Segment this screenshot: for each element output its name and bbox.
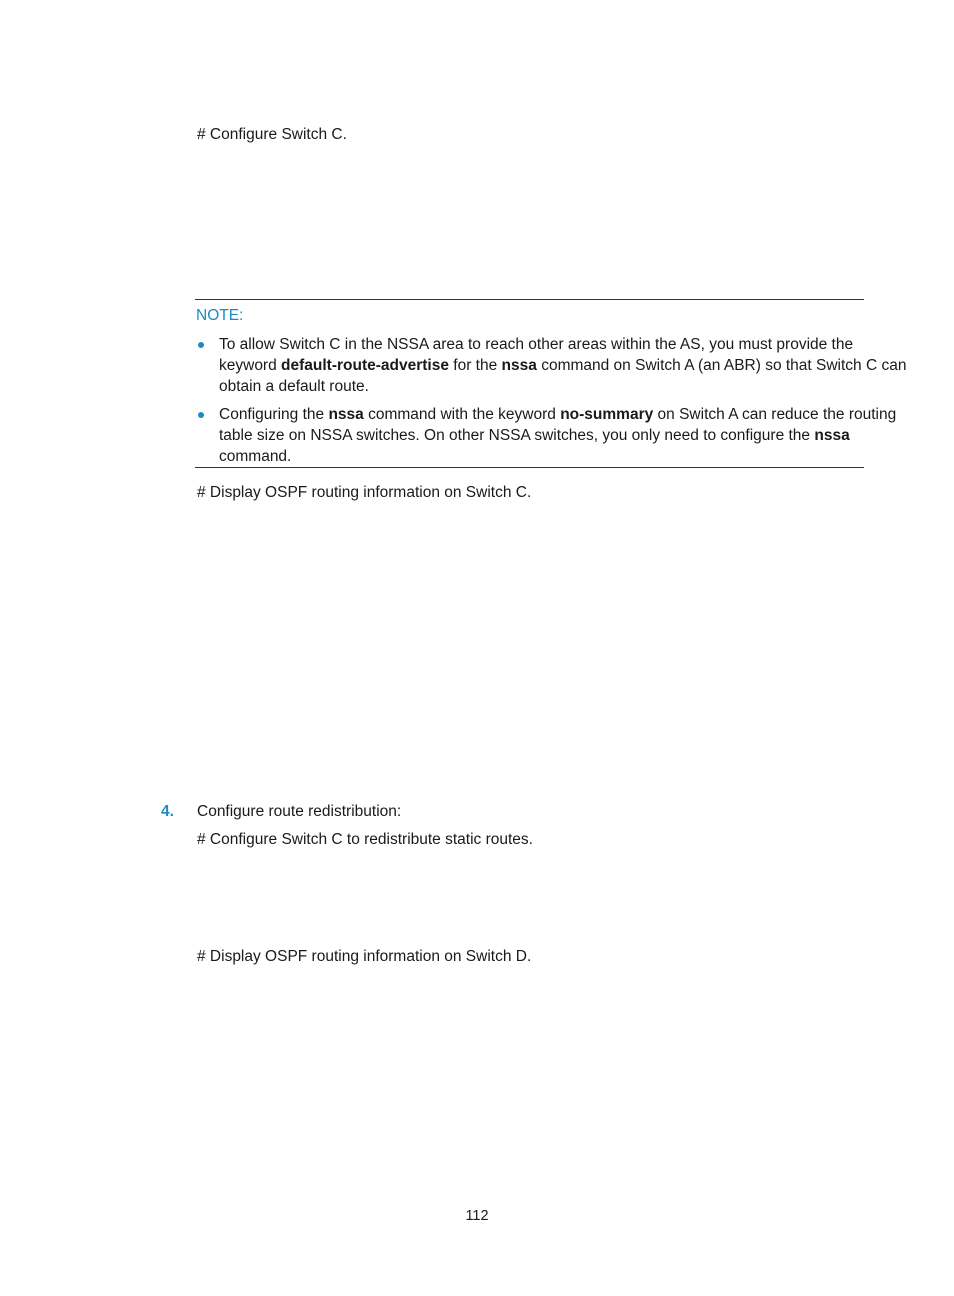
note-bullet-2-line-2: table size on NSSA switches. On other NSSA switches, you only need to configure the nssa [219, 427, 850, 444]
step-4-label: Configure route redistribution: [197, 803, 402, 820]
note-title: NOTE: [196, 307, 244, 324]
note-bullet-1-line-1: To allow Switch C in the NSSA area to reach other areas within the AS, you must provide the [219, 336, 854, 353]
configure-switch-c-text: # Configure Switch C. [197, 126, 347, 143]
bullet-dot-icon [198, 342, 204, 348]
redistribute-text: # Configure Switch C to redistribute static routes. [197, 831, 533, 848]
bullet-dot-icon [198, 412, 204, 418]
step-4-number: 4. [161, 803, 174, 820]
page-number: 112 [465, 1208, 489, 1224]
note-bullet-1-line-2: keyword default-route-advertise for the nssa command on Switch A (an ABR) so that Switch C can [219, 357, 907, 374]
note-bullet-2-line-3: command. [219, 448, 292, 465]
note-bullet-2-line-1: Configuring the nssa command with the keyword no-summary on Switch A can reduce the routing [219, 406, 897, 423]
note-bullet-1-line-3: obtain a default route. [219, 378, 369, 395]
note-top-rule [195, 299, 864, 300]
display-switch-d-text: # Display OSPF routing information on Switch D. [197, 948, 532, 965]
display-switch-c-text: # Display OSPF routing information on Switch C. [197, 484, 532, 501]
note-bottom-rule [195, 467, 864, 468]
